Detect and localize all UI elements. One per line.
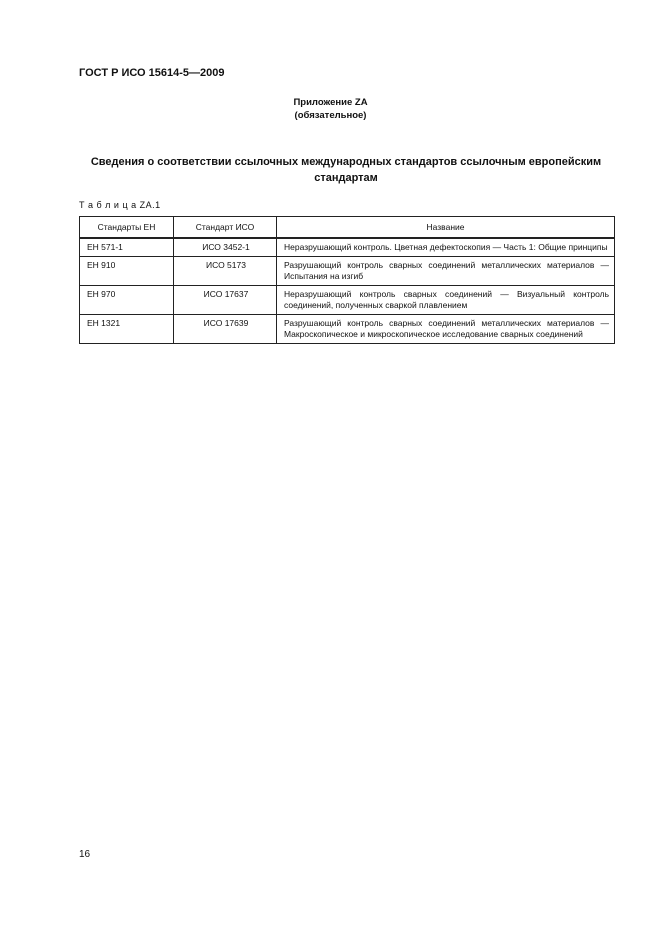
cell-standard-name: Неразрушающий контроль. Цветная дефектоскопия — Часть 1: Общие принципы xyxy=(277,238,615,257)
column-header-name: Название xyxy=(277,217,615,239)
page-number: 16 xyxy=(79,849,91,860)
table-row xyxy=(80,286,615,315)
table-row xyxy=(80,257,615,286)
column-header-iso: Стандарт ИСО xyxy=(174,217,277,239)
cell-en-standard: ЕН 910 xyxy=(80,257,174,286)
table-header-row xyxy=(80,217,615,239)
table-caption: Т а б л и ц а ZA.1 xyxy=(79,200,161,210)
standards-table xyxy=(79,216,615,344)
cell-standard-name: Разрушающий контроль сварных соединений металлических материалов — Макроскопическое и микроскопическое исследование сварных соединений xyxy=(277,315,615,344)
cell-en-standard: ЕН 970 xyxy=(80,286,174,315)
annex-heading xyxy=(0,96,661,122)
table-row xyxy=(80,315,615,344)
annex-label: Приложение ZA xyxy=(293,97,368,108)
cell-iso-standard: ИСО 17637 xyxy=(174,286,277,315)
cell-iso-standard: ИСО 17639 xyxy=(174,315,277,344)
cell-en-standard: ЕН 571-1 xyxy=(80,238,174,257)
document-header: ГОСТ Р ИСО 15614-5—2009 xyxy=(79,67,225,79)
cell-standard-name: Разрушающий контроль сварных соединений металлических материалов — Испытания на изгиб xyxy=(277,257,615,286)
cell-iso-standard: ИСО 3452-1 xyxy=(174,238,277,257)
cell-en-standard: ЕН 1321 xyxy=(80,315,174,344)
section-title: Сведения о соответствии ссылочных международных стандартов ссылочным европейским стандартам xyxy=(90,156,602,184)
cell-standard-name: Неразрушающий контроль сварных соединений — Визуальный контроль соединений, полученных сваркой плавлением xyxy=(277,286,615,315)
annex-status: (обязательное) xyxy=(294,110,367,121)
table-row xyxy=(80,238,615,257)
cell-iso-standard: ИСО 5173 xyxy=(174,257,277,286)
column-header-en: Стандарты ЕН xyxy=(80,217,174,239)
